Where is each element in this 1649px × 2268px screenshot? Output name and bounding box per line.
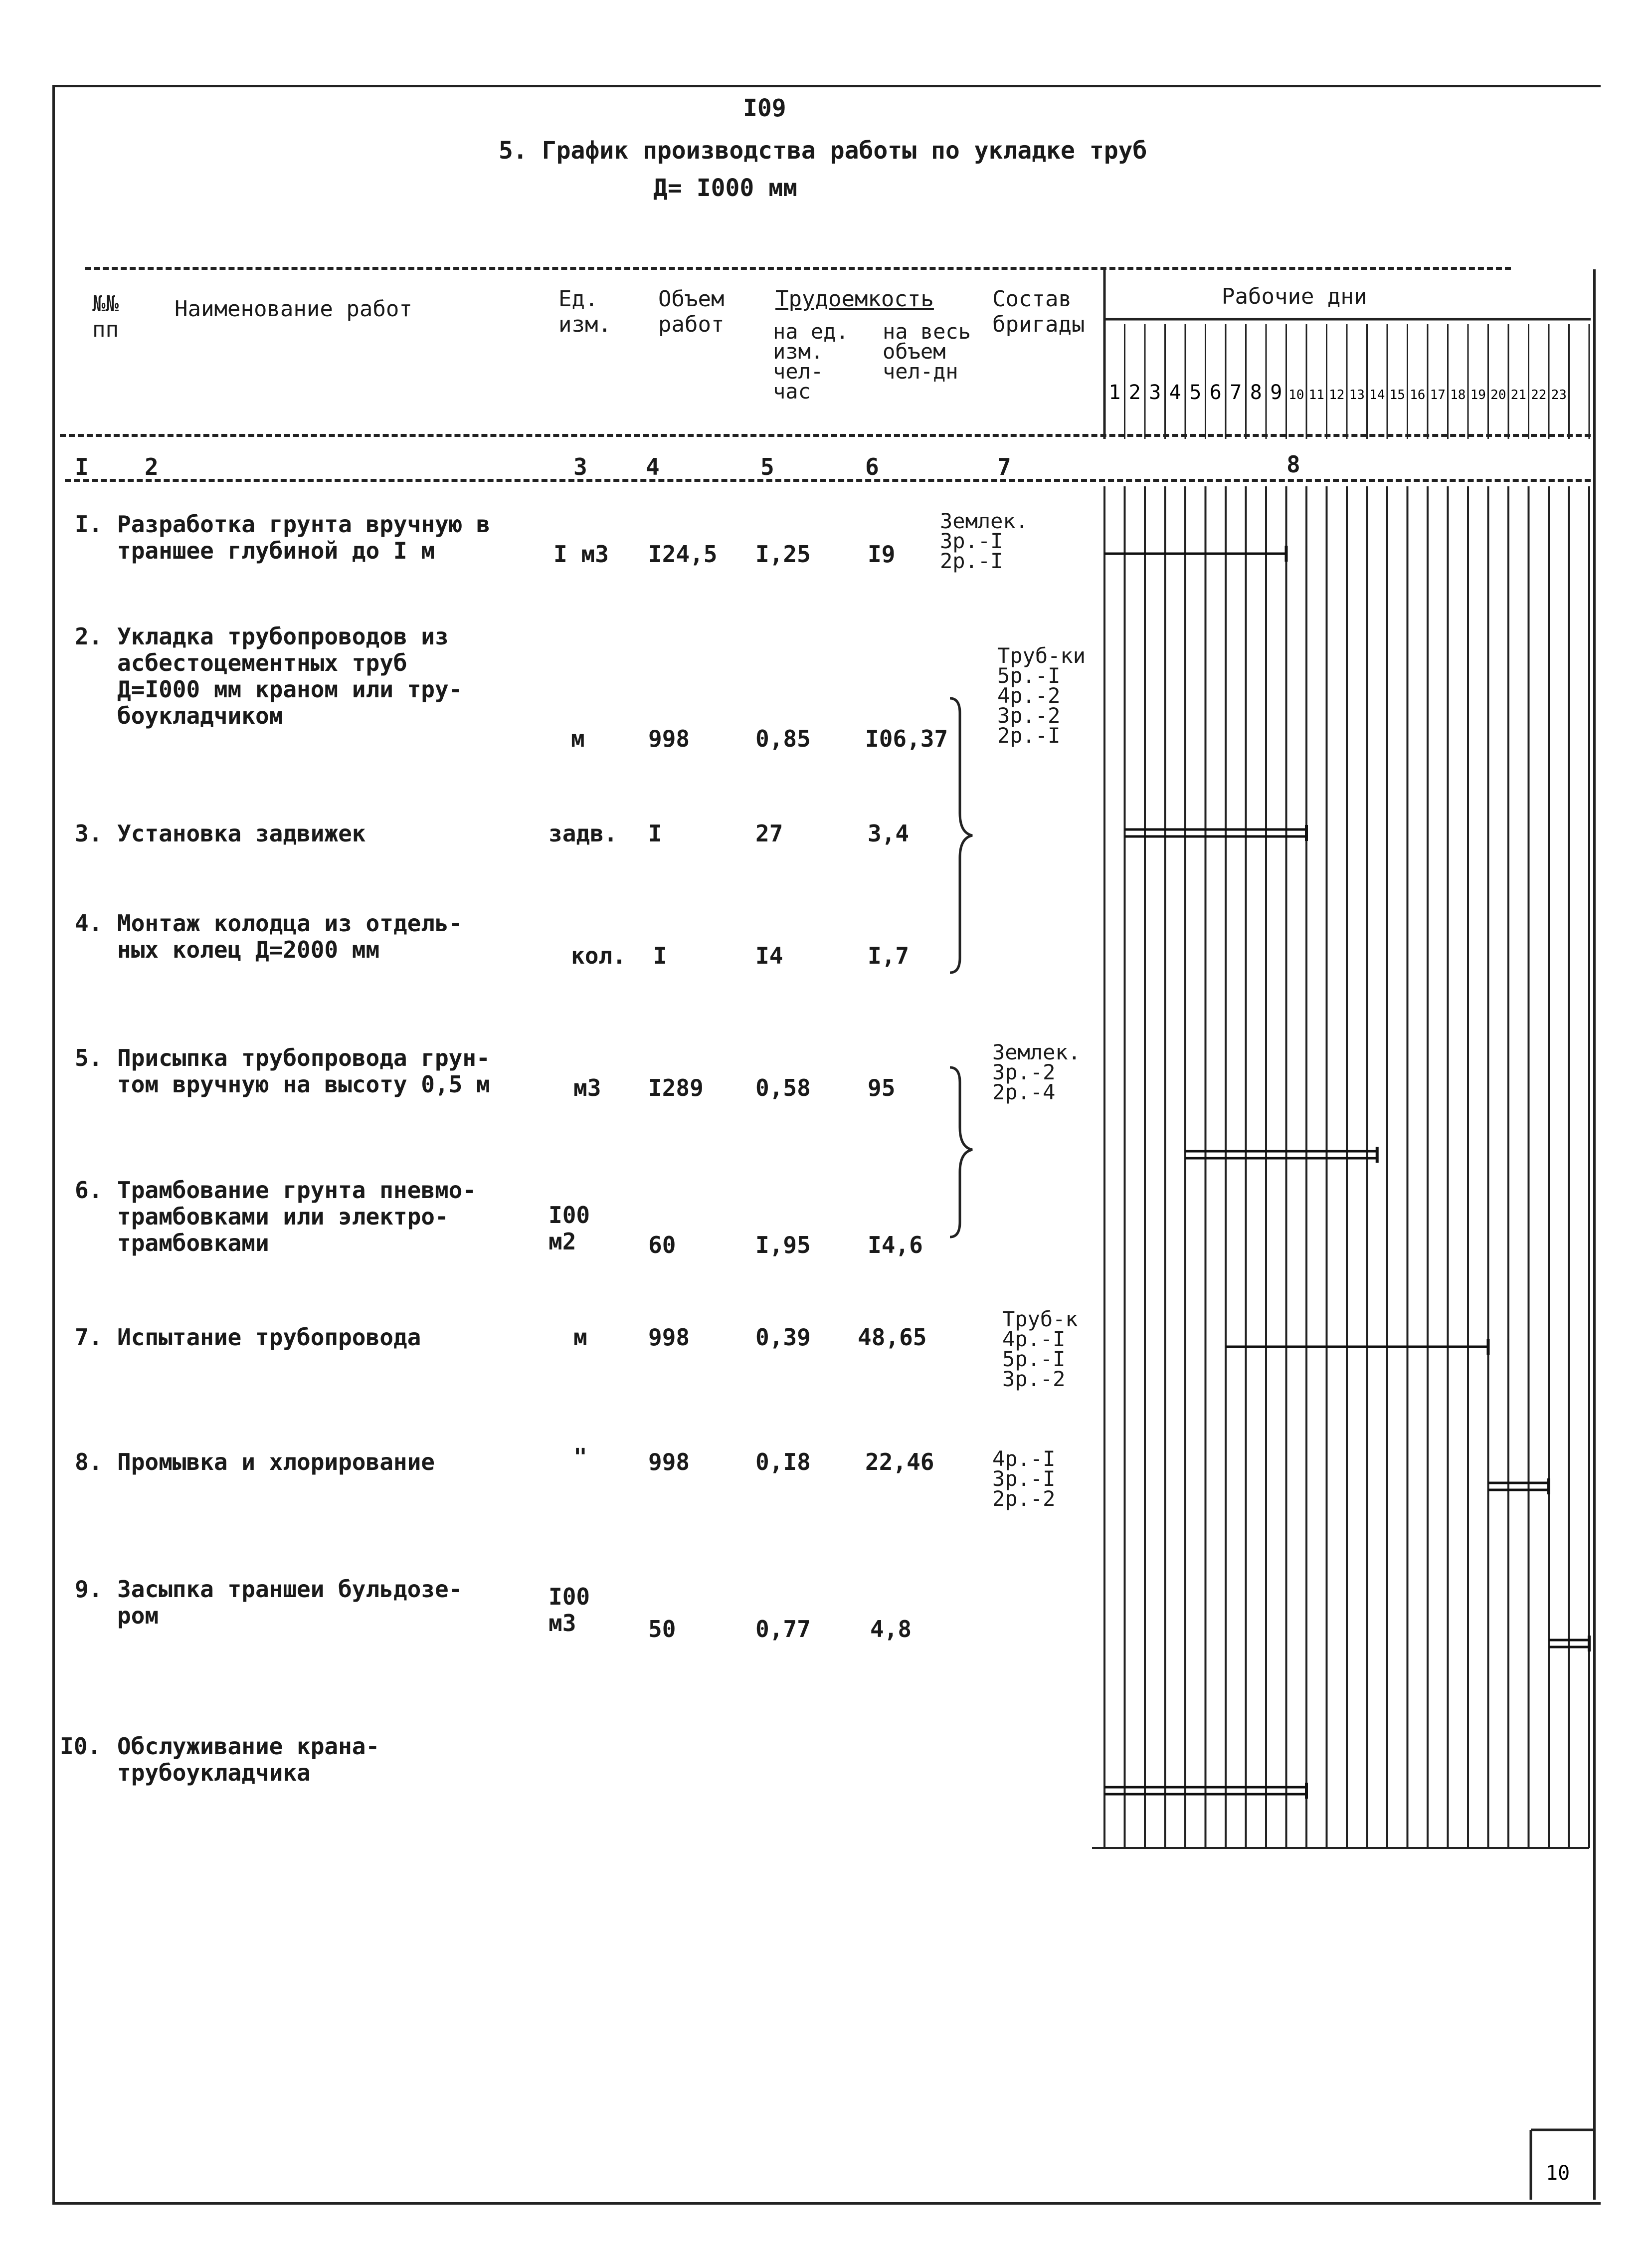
day-number-label: 23 xyxy=(1551,388,1567,403)
row-name: Обслуживание крана- трубоукладчика xyxy=(117,1733,380,1786)
row-per-unit: 0,58 xyxy=(755,1074,811,1101)
row-number: I0. xyxy=(60,1733,102,1760)
col-number-8: 8 xyxy=(1286,451,1300,478)
header-labor-total: на весь объем чел-дн xyxy=(883,319,971,384)
row-per-unit: 0,77 xyxy=(755,1616,811,1643)
day-number-label: 1 xyxy=(1108,381,1121,404)
day-number-label: 17 xyxy=(1430,388,1446,403)
row-unit: кол. xyxy=(571,942,626,969)
day-number-label: 3 xyxy=(1149,381,1161,404)
day-number-label: 8 xyxy=(1250,381,1262,404)
row-per-unit: 0,I8 xyxy=(755,1448,811,1475)
col-number-1: I xyxy=(75,453,89,480)
row-per-unit: 0,39 xyxy=(755,1324,811,1351)
day-number-label: 5 xyxy=(1189,381,1202,404)
corner-stamp: 10 xyxy=(1546,2162,1570,2185)
row-name: Присыпка трубопровода грун- том вручную на высоту 0,5 м xyxy=(117,1044,490,1098)
row-total: I,7 xyxy=(868,942,910,969)
row-name: Монтаж колодца из отдель- ных колец Д=2000 мм xyxy=(117,910,463,963)
row-per-unit: I4 xyxy=(755,942,783,969)
day-number-label: 22 xyxy=(1531,388,1547,403)
row-per-unit: 27 xyxy=(755,820,783,847)
row-name: Укладка трубопроводов из асбестоцементных труб Д=I000 мм краном или тру- боукладчиком xyxy=(117,623,463,729)
page-number: I09 xyxy=(743,94,786,122)
header-crew: Состав бригады xyxy=(992,286,1085,337)
row-number: 3. xyxy=(75,820,103,847)
col-number-7: 7 xyxy=(997,453,1011,480)
row-crew: Землек. 3р.-I 2р.-I xyxy=(940,509,1029,573)
row-volume: I24,5 xyxy=(648,541,718,568)
row-crew: Труб-ки 5р.-I 4р.-2 3р.-2 2р.-I xyxy=(997,643,1086,748)
row-total: 4,8 xyxy=(870,1616,912,1643)
row-unit: м3 xyxy=(573,1074,601,1101)
day-number-label: 14 xyxy=(1369,388,1385,403)
row-total: I4,6 xyxy=(868,1232,923,1258)
day-number-label: 2 xyxy=(1128,381,1141,404)
row-unit: " xyxy=(573,1443,587,1470)
day-number-label: 18 xyxy=(1450,388,1466,403)
day-number-label: 13 xyxy=(1349,388,1365,403)
col-number-6: 6 xyxy=(865,453,879,480)
row-name: Разработка грунта вручную в траншее глубиной до I м xyxy=(117,511,490,564)
col-number-5: 5 xyxy=(760,453,774,480)
row-volume: I xyxy=(648,820,662,847)
row-total: 95 xyxy=(868,1074,896,1101)
day-labels xyxy=(1108,381,1567,404)
row-total: 3,4 xyxy=(868,820,910,847)
row-total: 48,65 xyxy=(858,1324,927,1351)
row-volume: 998 xyxy=(648,1324,690,1351)
header-no: №№ пп xyxy=(92,291,119,342)
row-unit: I00 м2 xyxy=(549,1202,590,1255)
row-number: 8. xyxy=(75,1448,103,1475)
header-unit: Ед. изм. xyxy=(558,286,611,337)
row-name: Установка задвижек xyxy=(117,820,366,847)
row-number: I. xyxy=(75,511,103,538)
col-number-3: 3 xyxy=(573,453,587,480)
day-number-label: 15 xyxy=(1389,388,1405,403)
row-unit: I00 м3 xyxy=(549,1583,590,1637)
row-volume: 998 xyxy=(648,1448,690,1475)
row-crew: 4р.-I 3р.-I 2р.-2 xyxy=(992,1446,1056,1511)
row-number: 9. xyxy=(75,1576,103,1603)
row-name: Испытание трубопровода xyxy=(117,1324,421,1351)
row-crew: Труб-к 4р.-I 5р.-I 3р.-2 xyxy=(1002,1307,1078,1391)
header-name: Наименование работ xyxy=(175,296,412,322)
page-subtitle: Д= I000 мм xyxy=(653,174,797,202)
day-number-label: 19 xyxy=(1470,388,1486,403)
day-number-label: 10 xyxy=(1288,388,1304,403)
row-name: Засыпка траншеи бульдозе- ром xyxy=(117,1576,463,1629)
row-per-unit: I,95 xyxy=(755,1232,811,1258)
row-unit: м xyxy=(573,1324,587,1351)
header-labor-unit: на ед. изм. чел- час xyxy=(773,319,849,404)
row-total: I9 xyxy=(868,541,896,568)
row-number: 6. xyxy=(75,1177,103,1204)
day-number-label: 11 xyxy=(1308,388,1324,403)
brace-icon xyxy=(950,698,972,1237)
row-total: I06,37 xyxy=(865,725,948,752)
day-number-label: 21 xyxy=(1510,388,1526,403)
row-unit: I м3 xyxy=(553,541,609,568)
day-number-label: 12 xyxy=(1329,388,1345,403)
row-number: 2. xyxy=(75,623,103,650)
row-per-unit: 0,85 xyxy=(755,725,811,752)
row-number: 5. xyxy=(75,1044,103,1071)
row-number: 4. xyxy=(75,910,103,937)
day-number-label: 4 xyxy=(1169,381,1181,404)
col-number-4: 4 xyxy=(646,453,660,480)
day-number-label: 9 xyxy=(1270,381,1283,404)
row-crew: Землек. 3р.-2 2р.-4 xyxy=(992,1040,1081,1104)
row-volume: 60 xyxy=(648,1232,676,1258)
row-unit: м xyxy=(571,725,585,752)
row-volume: I xyxy=(653,942,667,969)
header-volume: Объем работ xyxy=(658,286,725,337)
day-number-label: 6 xyxy=(1209,381,1222,404)
row-name: Трамбование грунта пневмо- трамбовками или электро- трамбовками xyxy=(117,1177,477,1256)
col-number-2: 2 xyxy=(145,453,159,480)
row-volume: 998 xyxy=(648,725,690,752)
row-number: 7. xyxy=(75,1324,103,1351)
day-number-label: 20 xyxy=(1490,388,1506,403)
day-number-label: 16 xyxy=(1410,388,1426,403)
row-volume: 50 xyxy=(648,1616,676,1643)
row-unit: задв. xyxy=(549,820,618,847)
day-number-label: 7 xyxy=(1230,381,1242,404)
header-days: Рабочие дни xyxy=(1222,284,1367,309)
header-labor: Трудоемкость xyxy=(775,286,934,312)
page-title: 5. График производства работы по укладке труб xyxy=(499,137,1147,165)
row-name: Промывка и хлорирование xyxy=(117,1448,435,1475)
row-volume: I289 xyxy=(648,1074,704,1101)
row-total: 22,46 xyxy=(865,1448,934,1475)
row-per-unit: I,25 xyxy=(755,541,811,568)
